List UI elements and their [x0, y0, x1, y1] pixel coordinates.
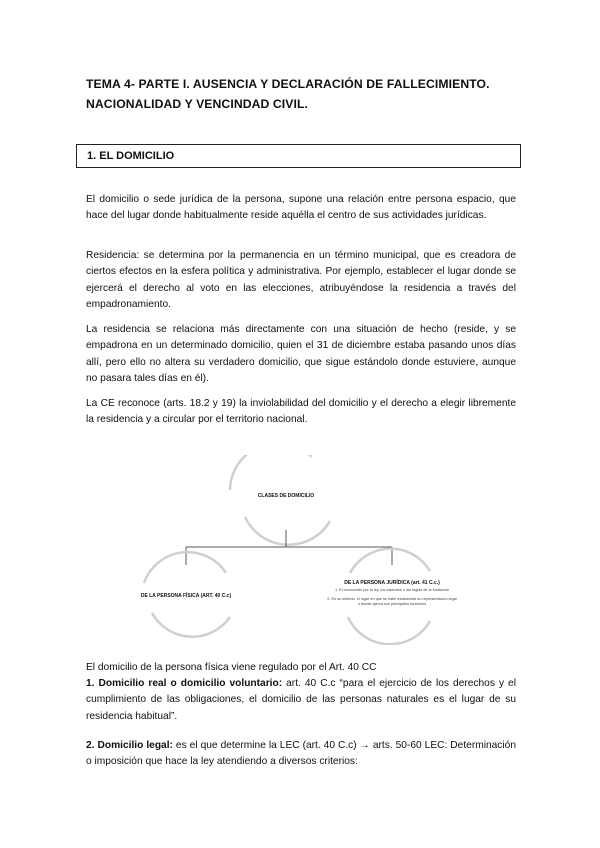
paragraph-situacion-hecho: La residencia se relaciona más directamente con una situación de hecho (reside, y se empadrona en un determinado domicilio, quien el 31 de diciembre estaba pasando unos días allí, pero ello no altera su verdadero domicilio, que sigue estándolo donde estuviere, aunque no pasara tales días en él).	[86, 324, 516, 384]
diagram-right-label: DE LA PERSONA JURÍDICA (art. 41 C.c.)	[344, 580, 440, 586]
document-title	[86, 74, 526, 114]
paragraph-domicilio: El domicilio o sede jurídica de la persona, supone una relación entre persona espacio, que hace del lugar donde habitualmente reside aquélla el centro de sus actividades jurídicas.	[86, 194, 516, 222]
title-line-2: NACIONALIDAD Y VENCINDAD CIVIL.	[86, 97, 309, 111]
domicile-classes-diagram	[130, 455, 470, 645]
paragraph-persona-fisica: El domicilio de la persona física viene regulado por el Art. 40 CC	[86, 662, 377, 673]
section-heading-box	[76, 144, 521, 168]
root-arc-top	[230, 455, 312, 490]
domicilio-real-label: 1. Domicilio real o domicilio voluntario:	[86, 678, 283, 689]
diagram-right-item-1: 1. El reconocido por la ley, los estatutos o las reglas de la fundación	[334, 588, 450, 592]
left-arc-top	[144, 552, 226, 583]
title-line-1: TEMA 4- PARTE I. AUSENCIA Y DECLARACIÓN DE FALLECIMIENTO.	[86, 77, 490, 91]
paragraph-domicilio-real	[86, 676, 516, 725]
right-arc-top	[350, 549, 430, 573]
section-heading: 1. EL DOMICILIO	[87, 150, 175, 162]
right-arc-bottom	[348, 617, 430, 644]
diagram-left-label: DE LA PERSONA FÍSICA (ART. 40 C.c)	[140, 593, 232, 599]
domicilio-legal-label: 2. Domicilio legal:	[86, 740, 173, 751]
diagram-root-label: CLASES DE DOMICILIO	[257, 493, 315, 499]
paragraph-constitucion: La CE reconoce (arts. 18.2 y 19) la inviolabilidad del domicilio y el derecho a elegir libremente la residencia y a circular por el territorio nacional.	[86, 398, 516, 426]
diagram-right-item-2: 2. En su defecto, el lugar en que se halle establecida su representación legal o donde ejerza sus principales funciones	[327, 597, 457, 606]
left-arc-bottom	[152, 613, 230, 637]
domicilio-real-text: art. 40 C.c “para el ejercicio de los derechos y el cumplimiento de las obligaciones, el domicilio de las personas naturales es el lugar de su residencia habitual”.	[86, 678, 516, 722]
domicilio-legal-text: es el que determine la LEC (art. 40 C.c) → arts. 50-60 LEC: Determinación o imposición que hace la ley atendiendo a diversos criterios:	[86, 740, 516, 768]
diagram-connectors	[130, 455, 470, 645]
paragraph-residencia: Residencia: se determina por la permanencia en un término municipal, que es creadora de ciertos efectos en la esfera política y administrativa. Por ejemplo, establecer el lugar donde se ejercerá el derecho al voto en las elecciones, atribuyéndose la residencia a través del empadronamiento.	[86, 250, 516, 310]
paragraph-domicilio-legal	[86, 738, 516, 771]
root-arc-bottom	[245, 517, 330, 545]
